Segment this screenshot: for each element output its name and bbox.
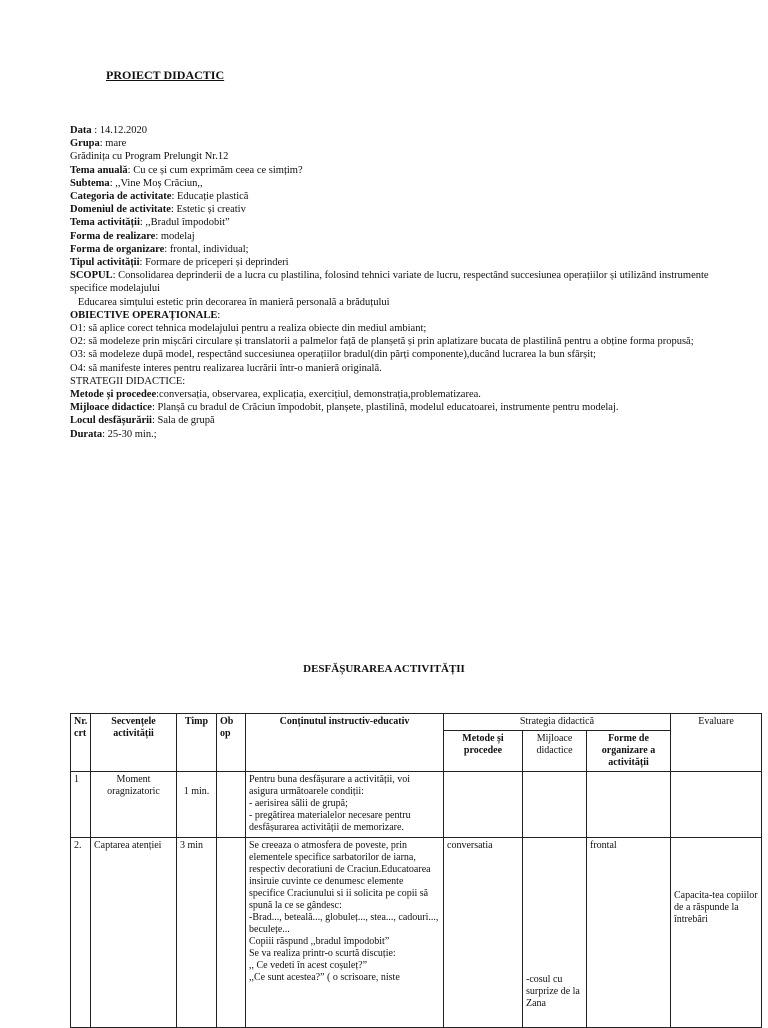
objective-o2: O2: să modeleze prin mișcări circulare și translatorii a palmelor față de planșetă și prin aplatizare bucata de plastilină pentru a obține forma propusă;: [70, 336, 694, 348]
info-gradinita: Grădinița cu Program Prelungit Nr.12: [70, 151, 229, 163]
header-forme: Forme de organizare a activității: [587, 731, 671, 772]
row-nr: 2.: [71, 838, 91, 1028]
project-info: [70, 124, 710, 441]
info-data: Data : 14.12.2020: [70, 125, 148, 136]
objective-o1: O1: să aplice corect tehnica modelajului pentru a realiza obiecte din mediul ambiant;: [70, 323, 427, 335]
row-metode: conversatia: [444, 838, 523, 1028]
activity-table: [70, 713, 762, 1028]
row-mijloace: [523, 772, 587, 838]
row-evaluare: Capacita-tea copiilor de a răspunde la întrebări: [671, 838, 762, 1028]
header-strategia: Strategia didactică: [444, 714, 671, 731]
table-row: [71, 772, 762, 838]
info-tema-anuala: Tema anuală: Cu ce și cum exprimăm ceea ce simțim?: [70, 164, 303, 176]
objective-o3: O3: să modeleze după model, respectând succesiunea operațiilor bradul(din părți componente),ducând lucrarea la bun sfârșit;: [70, 349, 596, 361]
row-timp: 3 min: [177, 838, 217, 1028]
row-evaluare: [671, 772, 762, 838]
row-obop: [217, 838, 246, 1028]
header-metode: Metode și procedee: [444, 731, 523, 772]
row-forme: frontal: [587, 838, 671, 1028]
row-obop: [217, 772, 246, 838]
info-scopul-2: Educarea simțului estetic prin decorarea în manieră personală a brăduțului: [70, 296, 390, 308]
header-secvente: Secvențele activității: [91, 714, 177, 772]
page-title: PROIECT DIDACTIC: [106, 68, 225, 82]
header-nr: Nr. crt: [71, 714, 91, 772]
obiective-heading: OBIECTIVE OPERAȚIONALE:: [70, 309, 221, 321]
header-evaluare: Evaluare: [671, 714, 762, 772]
info-forma-organizare: Forma de organizare: frontal, individual;: [70, 243, 249, 255]
info-mijloace: Mijloace didactice: Planșă cu bradul de Crăciun împodobit, planșete, plastilină, modelul educatoarei, instrumente pentru modelaj.: [70, 402, 619, 414]
info-locul: Locul desfășurării: Sala de grupă: [70, 415, 215, 427]
info-scopul: SCOPUL: Consolidarea deprinderii de a lucra cu plastilina, folosind tehnici variate de lucru, respectând succesiunea operațiilor și utilizând instrumente specifice modelajului: [70, 270, 709, 295]
header-obop: Ob op: [217, 714, 246, 772]
row-continut: Se creeaza o atmosfera de poveste, prin elementele specifice sarbatorilor de iarna, respectiv decoratiuni de Craciun.Educatoarea insiruie cuvinte ce denumesc elemente specifice Craciunului si ii solicita pe copii să spună la ce se gândesc: -Brad..., beteală..., globuleț..., stea..., cadouri..., beculețe... Copiii răspund ,,bradul împodobit” Se va realiza printr-o scurtă discuție: ,, Ce vedeti în acest coșuleț?” ,,Ce sunt acestea?” ( o scrisoare, niste: [246, 838, 444, 1028]
info-subtema: Subtema: ,,Vine Moș Crăciun,,: [70, 177, 203, 189]
info-categoria: Categoria de activitate: Educație plastică: [70, 191, 249, 203]
header-mijloace: Mijloace didactice: [523, 731, 587, 772]
objective-o4: O4: să manifeste interes pentru realizarea lucrării într-o manieră originală.: [70, 362, 382, 374]
section-title: DESFĂȘURAREA ACTIVITĂȚII: [303, 663, 465, 675]
header-continut: Conținutul instructiv-educativ: [246, 714, 444, 772]
info-forma-realizare: Forma de realizare: modelaj: [70, 230, 195, 242]
row-metode: [444, 772, 523, 838]
header-timp: Timp: [177, 714, 217, 772]
info-grupa: Grupa: mare: [70, 138, 127, 150]
strategii-heading: STRATEGII DIDACTICE:: [70, 375, 186, 387]
row-timp: 1 min.: [177, 772, 217, 838]
info-tipul: Tipul activității: Formare de priceperi și deprinderi: [70, 257, 289, 269]
row-forme: [587, 772, 671, 838]
table-row: [71, 838, 762, 1028]
row-nr: 1: [71, 772, 91, 838]
info-domeniul: Domeniul de activitate: Estetic și creativ: [70, 204, 246, 216]
info-durata: Durata: 25-30 min.;: [70, 428, 157, 440]
row-secventa: Moment oragnizatoric: [91, 772, 177, 838]
row-mijloace: -cosul cu surprize de la Zana: [523, 838, 587, 1028]
row-secventa: Captarea atenției: [91, 838, 177, 1028]
row-continut: Pentru buna desfășurare a activității, voi asigura următoarele condiții: - aerisirea sălii de grupă; - pregătirea materialelor necesare pentru desfășurarea activității de memorizare.: [246, 772, 444, 838]
info-metode: Metode și procedee:conversația, observarea, explicația, exercițiul, demonstrația,problematizarea.: [70, 389, 481, 401]
info-tema-activitatii: Tema activității: ,,Bradul împodobit”: [70, 217, 230, 229]
